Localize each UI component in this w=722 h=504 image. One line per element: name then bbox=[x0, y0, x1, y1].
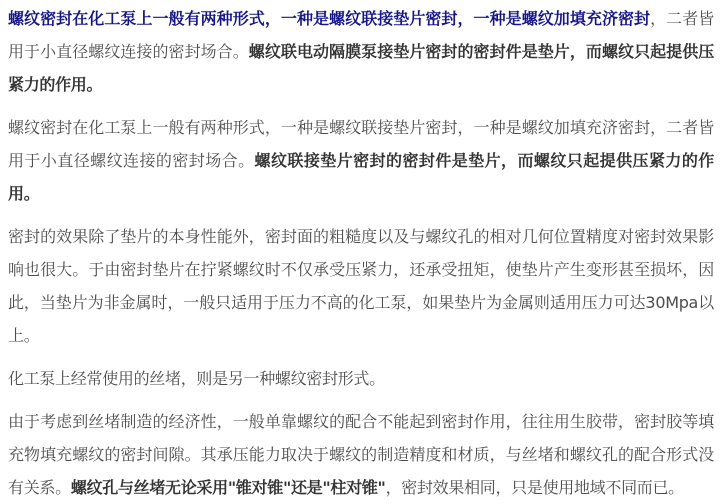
text-segment: 化工泵上经常使用的丝堵，则是另一种螺纹密封形式。 bbox=[8, 369, 385, 388]
text-segment: ，密封效果相同，只是使用地域不同而已。 bbox=[385, 478, 684, 497]
text-segment: ，二者皆用于小直径螺纹连接的密封场合。 bbox=[8, 9, 714, 61]
text-segment: 螺纹孔与丝堵无论采用"锥对锥"还是"柱对锥" bbox=[70, 478, 386, 497]
text-segment: 螺纹联接垫片密封的密封件是垫片，而螺纹只起提供压紧力的作用。 bbox=[8, 151, 714, 203]
text-segment: 密封的效果除了垫片的本身性能外，密封面的粗糙度以及与螺纹孔的相对几何位置精度对密封效果影响也很大。于由密封垫片在拧紧螺纹时不仅承受压紧力，还承受扭矩，使垫片产生变形甚至损坏，因此，当垫片为非金属时，一般只适用于压力不高的化工泵，如果垫片为金属则适用压力可达30Mpa以上。 bbox=[8, 227, 714, 345]
paragraph bbox=[8, 220, 714, 352]
paragraph bbox=[8, 111, 714, 210]
text-segment: 由于考虑到丝堵制造的经济性，一般单靠螺纹的配合不能起到密封作用，往往用生胶带，密封胶等填充物填充螺纹的密封间隙。其承压能力取决于螺纹的制造精度和材质，与丝堵和螺纹孔的配合形式没有关系。 bbox=[8, 412, 714, 497]
text-segment: 螺纹联电动隔膜泵接垫片密封的密封件是垫片，而螺纹只起提供压紧力的作用。 bbox=[8, 42, 714, 94]
paragraph bbox=[8, 362, 714, 395]
paragraph bbox=[8, 2, 714, 101]
text-segment: 螺纹密封在化工泵上一般有两种形式，一种是螺纹联接垫片密封，一种是螺纹加填充济密封 bbox=[8, 9, 651, 28]
text-segment: 螺纹密封在化工泵上一般有两种形式，一种是螺纹联接垫片密封，一种是螺纹加填充济密封，二者皆用于小直径螺纹连接的密封场合。 bbox=[8, 118, 714, 170]
paragraph bbox=[8, 405, 714, 504]
